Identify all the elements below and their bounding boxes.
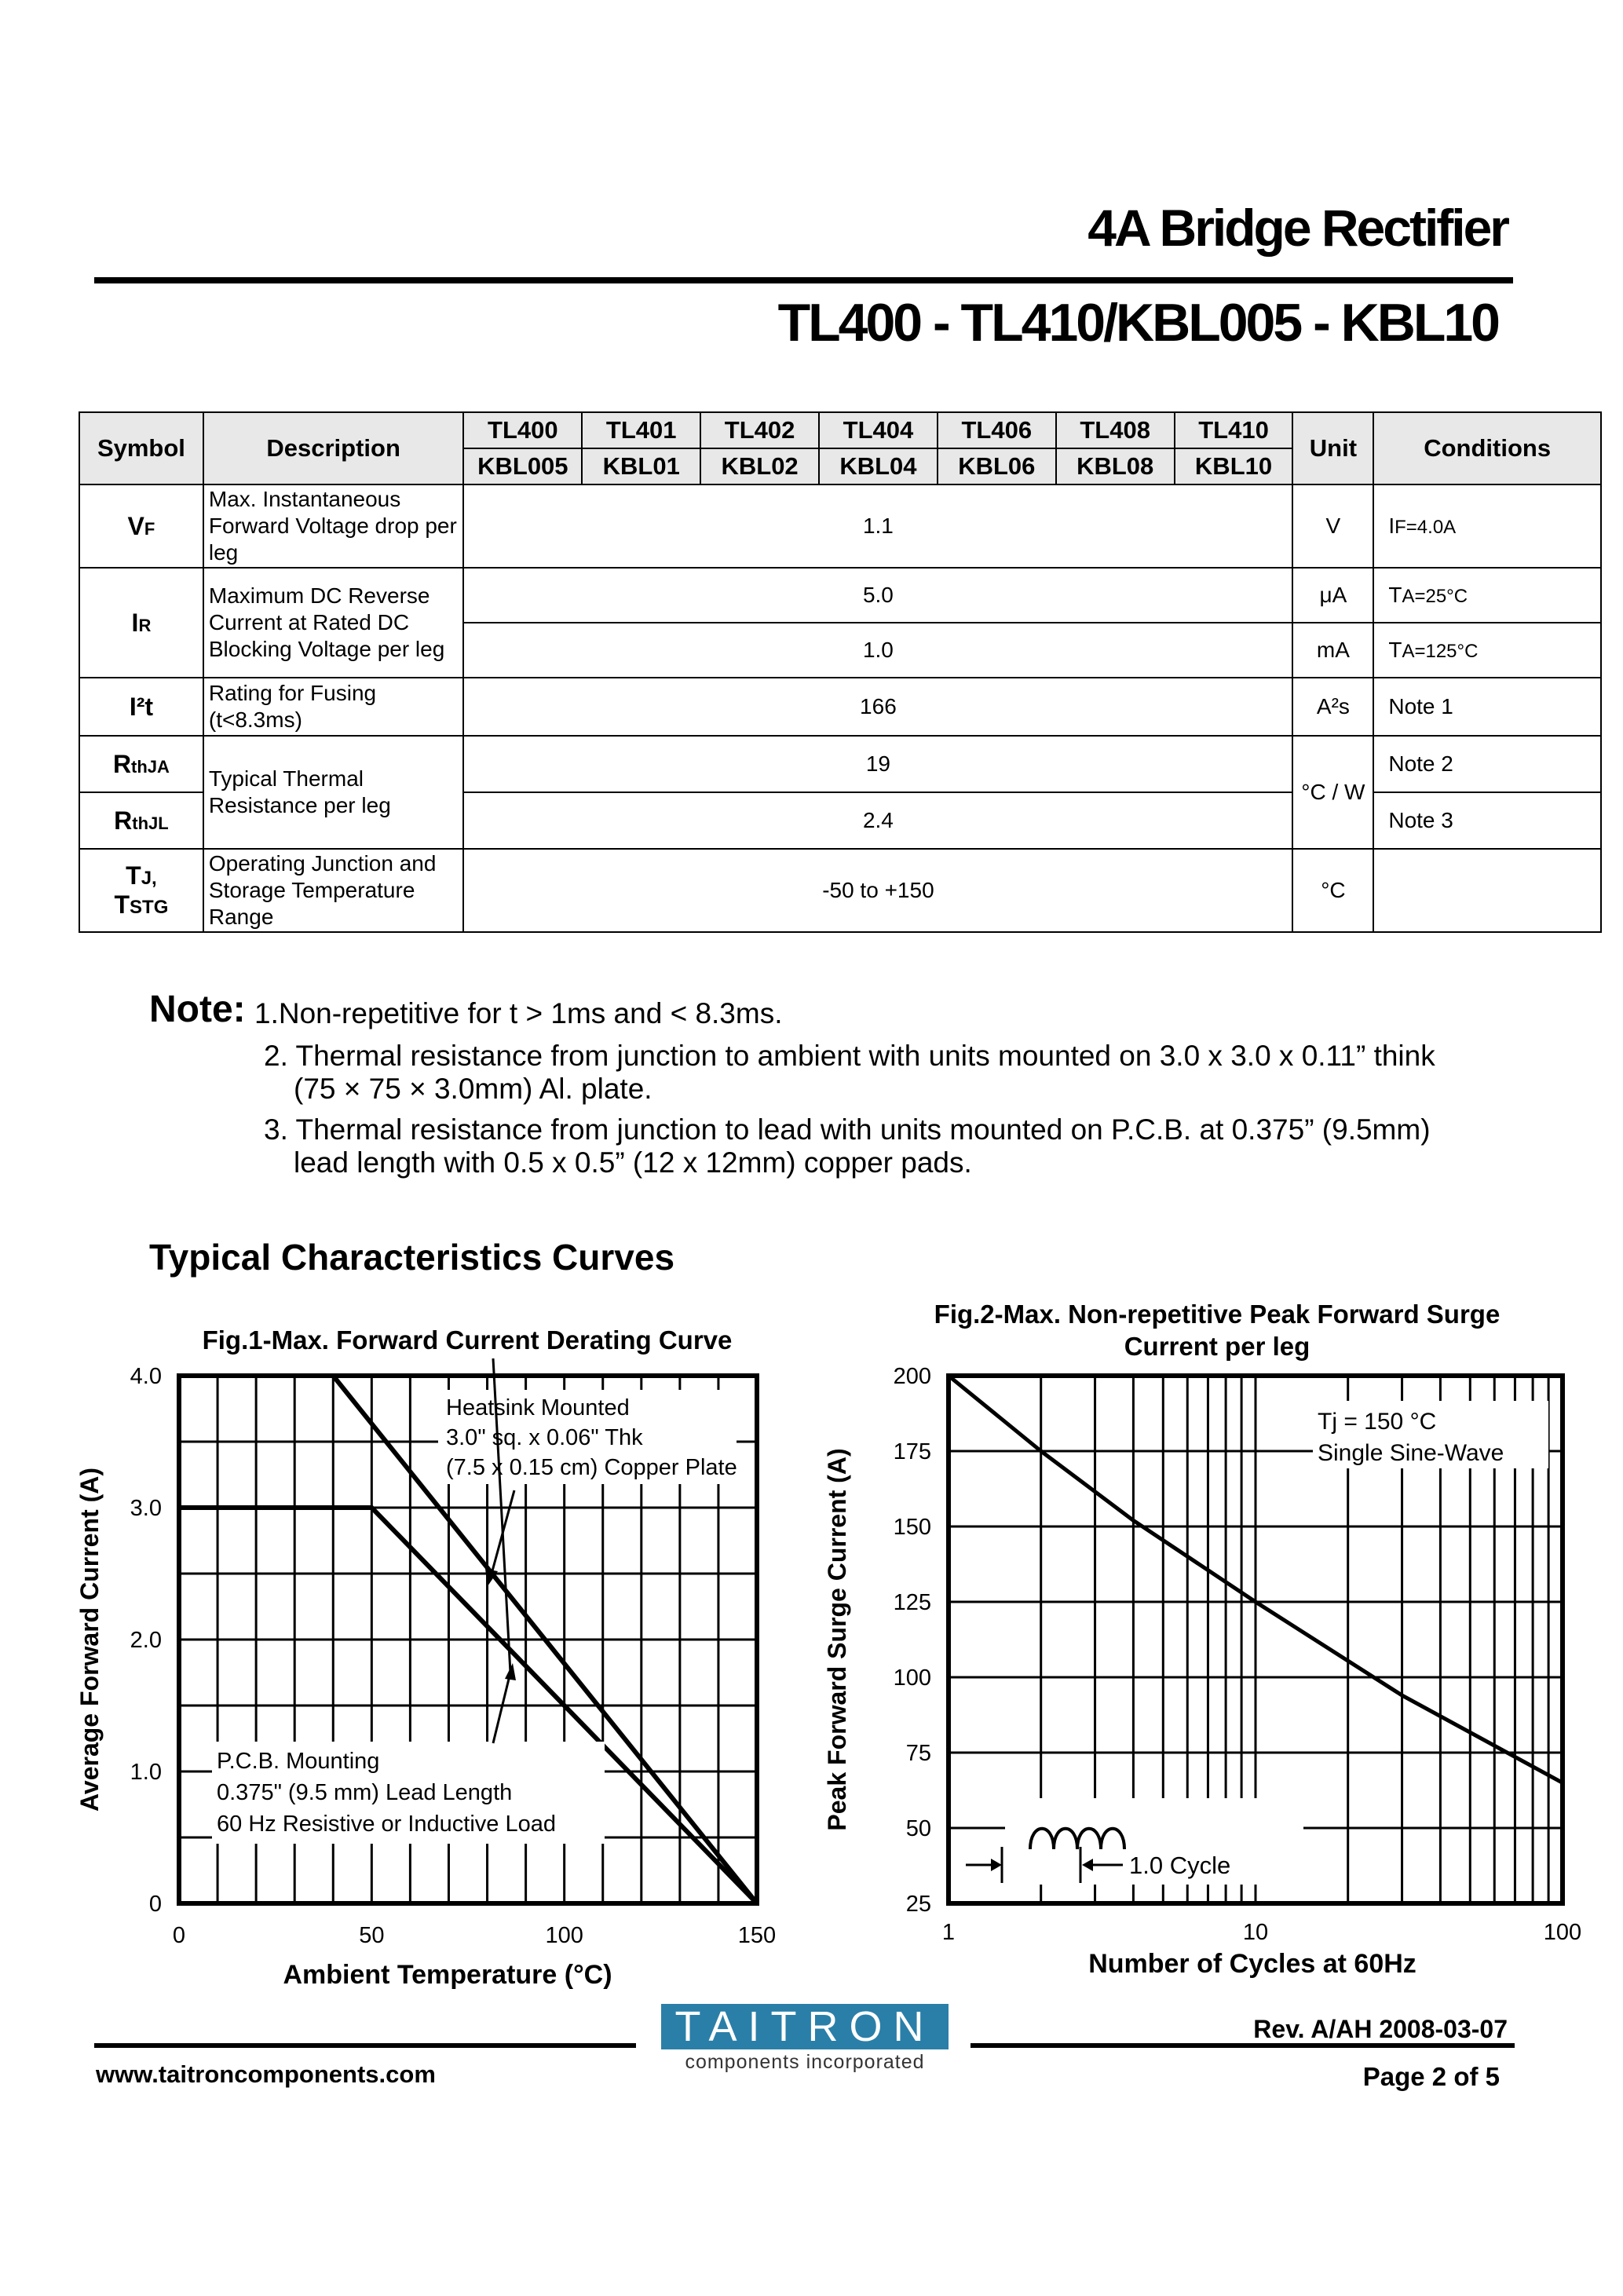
description-tj: Operating Junction and Storage Temperature Range — [203, 849, 464, 932]
page-number: Page 2 of 5 — [1362, 2062, 1500, 2091]
symbol-tj-tstg: TJ, TSTG — [79, 849, 203, 932]
taitron-logo-subtitle: components incorporated — [685, 2051, 925, 2073]
fig2-x-tick: 10 — [1242, 1920, 1269, 1945]
fig1-heatsink-annotation — [438, 1390, 737, 1586]
condition-i2t: Note 1 — [1373, 678, 1601, 736]
fig2-x-tick: 1 — [941, 1920, 956, 1945]
header-model: KBL10 — [1175, 448, 1293, 484]
header-symbol: Symbol — [79, 412, 203, 484]
fig1-annotation-line: 60 Hz Resistive or Inductive Load — [217, 1812, 556, 1837]
symbol-rthjl: RthJL — [79, 792, 203, 849]
fig2-y-tick: 100 — [893, 1665, 931, 1691]
section-title: Typical Characteristics Curves — [149, 1237, 675, 1278]
value-i2t: 166 — [463, 678, 1292, 736]
fig1-y-tick: 2.0 — [130, 1628, 162, 1653]
unit-ir-25c: μA — [1292, 568, 1373, 623]
value-tj: -50 to +150 — [463, 849, 1292, 932]
description-thermal: Typical Thermal Resistance per leg — [203, 736, 464, 849]
header-model: KBL04 — [819, 448, 938, 484]
header-conditions: Conditions — [1373, 412, 1601, 484]
fig1-x-tick: 0 — [172, 1923, 186, 1948]
header-description: Description — [203, 412, 464, 484]
unit-i2t: A²s — [1292, 678, 1373, 736]
header-model: KBL01 — [582, 448, 700, 484]
fig1-x-tick: 150 — [737, 1923, 777, 1948]
header-model: KBL02 — [700, 448, 819, 484]
fig1-annotation-line: (7.5 x 0.15 cm) Copper Plate — [446, 1455, 737, 1480]
note-3-continued: lead length with 0.5 x 0.5” (12 x 12mm) copper pads. — [294, 1146, 972, 1179]
fig2-annotation-line: Tj = 150 °C — [1318, 1409, 1437, 1435]
fig2-y-tick: 150 — [893, 1515, 931, 1540]
unit-thermal: °C / W — [1292, 736, 1373, 849]
value-rthja: 19 — [463, 736, 1292, 792]
condition-tj — [1373, 849, 1601, 932]
fig1-xlabel: Ambient Temperature (°C) — [283, 1960, 612, 1990]
fig1-y-tick: 4.0 — [130, 1364, 162, 1389]
part-range-title: TL400 - TL410/KBL005 - KBL10 — [777, 293, 1498, 353]
header-model: KBL08 — [1056, 448, 1175, 484]
header-model: TL410 — [1175, 412, 1293, 448]
fig1-y-tick: 1.0 — [130, 1760, 162, 1785]
revision-label: Rev. A/AH 2008-03-07 — [1253, 2015, 1508, 2043]
fig1-annotation-line: 3.0" sq. x 0.06" Thk — [446, 1425, 643, 1450]
fig2-x-tick: 100 — [1543, 1920, 1582, 1945]
fig1-ylabel: Average Forward Current (A) — [75, 1468, 104, 1812]
fig1-y-tick: 0 — [148, 1892, 162, 1917]
header-model: KBL005 — [463, 448, 582, 484]
fig2-y-tick: 125 — [893, 1590, 931, 1615]
specifications-table — [79, 411, 1602, 933]
website-link[interactable]: www.taitroncomponents.com — [96, 2060, 436, 2088]
fig1-annotation-line: P.C.B. Mounting — [217, 1749, 380, 1774]
symbol-ir: IR — [79, 568, 203, 678]
value-vf: 1.1 — [463, 484, 1292, 568]
header-unit: Unit — [1292, 412, 1373, 484]
fig2-cycle-label: 1.0 Cycle — [1129, 1852, 1231, 1879]
unit-ir-125c: mA — [1292, 623, 1373, 678]
header-rule — [94, 277, 1513, 283]
symbol-rthja: RthJA — [79, 736, 203, 792]
note-2-continued: (75 × 75 × 3.0mm) Al. plate. — [294, 1073, 652, 1105]
fig1-annotation-arrow — [493, 1673, 510, 1743]
fig2-cycle-annotation — [966, 1798, 1303, 1885]
fig1-y-tick: 3.0 — [130, 1496, 162, 1521]
header-model: TL402 — [700, 412, 819, 448]
fig1-chart — [71, 1358, 801, 2010]
note-3: 3. Thermal resistance from junction to lead with units mounted on P.C.B. at 0.375” (9.5mm) — [264, 1113, 1431, 1146]
fig2-xlabel: Number of Cycles at 60Hz — [1088, 1949, 1416, 1979]
header-model: TL400 — [463, 412, 582, 448]
condition-vf: IF=4.0A — [1373, 484, 1601, 568]
fig2-y-tick: 175 — [893, 1439, 931, 1464]
footer-rule-left — [94, 2043, 636, 2048]
note-2: 2. Thermal resistance from junction to ambient with units mounted on 3.0 x 3.0 x 0.11” think — [264, 1040, 1435, 1072]
description-ir: Maximum DC Reverse Current at Rated DC Blocking Voltage per leg — [203, 568, 464, 678]
header-model: TL404 — [819, 412, 938, 448]
header-model: TL406 — [938, 412, 1056, 448]
notes-heading: Note: — [149, 989, 246, 1030]
fig1-annotation-line: 0.375" (9.5 mm) Lead Length — [217, 1780, 513, 1805]
header-model: TL408 — [1056, 412, 1175, 448]
value-ir-25c: 5.0 — [463, 568, 1292, 623]
symbol-vf: VF — [79, 484, 203, 568]
fig2-conditions-annotation — [1313, 1401, 1548, 1468]
condition-ir-125c: TA=125°C — [1373, 623, 1601, 678]
fig2-ylabel: Peak Forward Surge Current (A) — [823, 1448, 851, 1831]
fig2-annotation-line: Single Sine-Wave — [1318, 1440, 1504, 1466]
footer-rule-right — [971, 2043, 1515, 2048]
fig2-y-tick: 75 — [905, 1741, 931, 1766]
taitron-logo: TAITRON — [661, 2004, 949, 2049]
condition-ir-25c: TA=25°C — [1373, 568, 1601, 623]
fig2-y-tick: 200 — [893, 1364, 931, 1389]
value-ir-125c: 1.0 — [463, 623, 1292, 678]
fig1-x-tick: 50 — [359, 1923, 385, 1948]
description-i2t: Rating for Fusing (t<8.3ms) — [203, 678, 464, 736]
condition-rthja: Note 2 — [1373, 736, 1601, 792]
condition-rthjl: Note 3 — [1373, 792, 1601, 849]
value-rthjl: 2.4 — [463, 792, 1292, 849]
fig2-title-line2: Current per leg — [1124, 1332, 1310, 1361]
description-vf: Max. Instantaneous Forward Voltage drop per leg — [203, 484, 464, 568]
fig2-y-tick: 50 — [905, 1816, 931, 1841]
fig2-title-line1: Fig.2-Max. Non-repetitive Peak Forward Surge — [934, 1300, 1501, 1329]
fig1-title: Fig.1-Max. Forward Current Derating Curve — [202, 1325, 733, 1355]
arrowhead-icon — [991, 1859, 1002, 1871]
fig1-annotation-line: Heatsink Mounted — [446, 1395, 630, 1420]
fig2-chart — [817, 1358, 1594, 2010]
fig2-y-tick: 25 — [905, 1892, 931, 1917]
note-1: 1.Non-repetitive for t > 1ms and < 8.3ms. — [254, 997, 783, 1029]
header-model: TL401 — [582, 412, 700, 448]
header-model: KBL06 — [938, 448, 1056, 484]
unit-vf: V — [1292, 484, 1373, 568]
unit-tj: °C — [1292, 849, 1373, 932]
fig1-x-tick: 100 — [545, 1923, 583, 1948]
document-title: 4A Bridge Rectifier — [1087, 199, 1508, 257]
symbol-i2t: I²t — [79, 678, 203, 736]
